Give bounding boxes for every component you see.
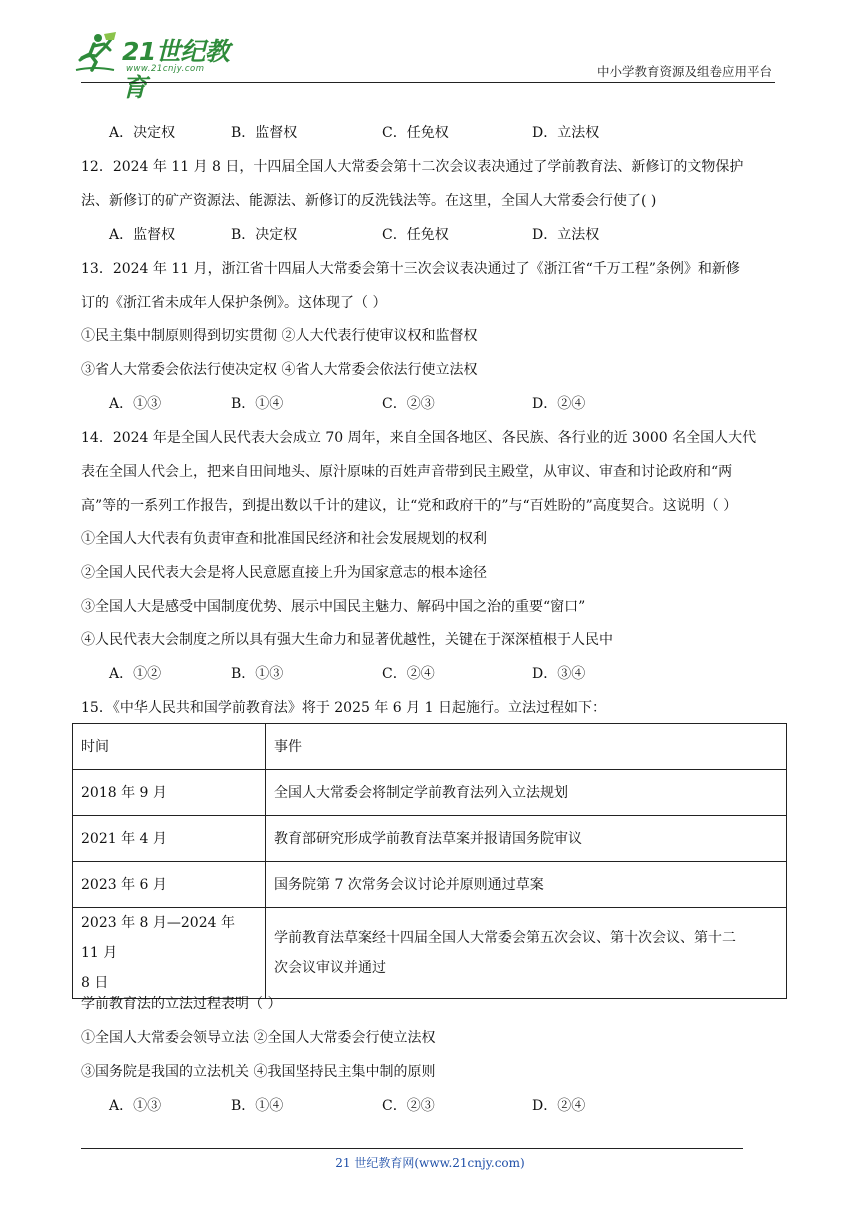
q13-statement-1-2: ①民主集中制原则得到切实贯彻 ②人大代表行使审议权和监督权: [81, 328, 478, 344]
option-a[interactable]: A．①③: [109, 396, 162, 412]
q13-stem-line2: 订的《浙江省未成年人保护条例》。这体现了（ ）: [81, 295, 387, 311]
table-row: [73, 862, 787, 908]
option-c[interactable]: C．②④: [382, 666, 435, 682]
time-line-2: 8 日: [81, 975, 109, 991]
q14-statement-1: ①全国人大代表有负责审查和批准国民经济和社会发展规划的权利: [81, 531, 487, 547]
option-a[interactable]: A．①②: [109, 666, 162, 682]
table-cell-event: 全国人大常委会将制定学前教育法列入立法规划: [266, 770, 787, 816]
option-b[interactable]: B．监督权: [231, 125, 298, 141]
option-d[interactable]: D．立法权: [532, 227, 600, 243]
option-c[interactable]: C．②③: [382, 1098, 435, 1114]
option-d[interactable]: D．③④: [532, 666, 586, 682]
option-d[interactable]: D．②④: [532, 396, 586, 412]
table-cell-time: 2018 年 9 月: [73, 770, 266, 816]
platform-title: 中小学教育资源及组卷应用平台: [596, 64, 772, 79]
table-cell-time: [73, 908, 266, 999]
table-header-time: 时间: [73, 724, 266, 770]
logo-url: www.21cnjy.com: [126, 64, 205, 74]
footer-divider: [81, 1148, 743, 1149]
option-a[interactable]: A．决定权: [109, 125, 176, 141]
table-cell-time: 2021 年 4 月: [73, 816, 266, 862]
q12-stem-line2: 法、新修订的矿产资源法、能源法、新修订的反洗钱法等。在这里，全国人大常委会行使了( ): [81, 193, 657, 209]
q14-stem-line2: 表在全国人代会上，把来自田间地头、原汁原味的百姓声音带到民主殿堂，从审议、审查和讨论政府和“两: [81, 464, 733, 480]
footer-link[interactable]: 21 世纪教育网(www.21cnjy.com): [335, 1156, 525, 1170]
q12-stem-line1: 12．2024 年 11 月 8 日，十四届全国人大常委会第十二次会议表决通过了学前教育法、新修订的文物保护: [81, 159, 744, 175]
table-cell-event: 教育部研究形成学前教育法草案并报请国务院审议: [266, 816, 787, 862]
option-a[interactable]: A．监督权: [109, 227, 176, 243]
table-row: [73, 908, 787, 999]
table-cell-event: [266, 908, 787, 999]
table-header-event: 事件: [266, 724, 787, 770]
q15-statement-3-4: ③国务院是我国的立法机关 ④我国坚持民主集中制的原则: [81, 1064, 436, 1080]
legislation-timeline-table: [72, 723, 787, 999]
option-b[interactable]: B．①④: [231, 1098, 284, 1114]
option-c[interactable]: C．任免权: [382, 227, 449, 243]
event-line-1: 学前教育法草案经十四届全国人大常委会第五次会议、第十次会议、第十二: [274, 930, 736, 946]
time-line-1: 2023 年 8 月—2024 年 11 月: [81, 915, 235, 961]
page-header: [0, 0, 860, 102]
runner-logo-icon: [74, 30, 120, 76]
option-a[interactable]: A．①③: [109, 1098, 162, 1114]
q14-statement-3: ③全国人大是感受中国制度优势、展示中国民主魅力、解码中国之治的重要“窗口”: [81, 599, 586, 615]
q14-stem-line1: 14．2024 年是全国人民代表大会成立 70 周年，来自全国各地区、各民族、各行业的近 3000 名全国人大代: [81, 430, 757, 446]
table-cell-time: 2023 年 6 月: [73, 862, 266, 908]
q15-intro: 15．《中华人民共和国学前教育法》将于 2025 年 6 月 1 日起施行。立法过程如下：: [81, 700, 606, 716]
option-d[interactable]: D．立法权: [532, 125, 600, 141]
table-row: [73, 770, 787, 816]
header-divider: [81, 82, 775, 83]
option-c[interactable]: C．②③: [382, 396, 435, 412]
table-header-row: [73, 724, 787, 770]
q13-stem-line1: 13．2024 年 11 月，浙江省十四届人大常委会第十三次会议表决通过了《浙江省“千万工程”条例》和新修: [81, 261, 740, 277]
q15-stem: 学前教育法的立法过程表明（ ）: [81, 996, 282, 1012]
q13-statement-3-4: ③省人大常委会依法行使决定权 ④省人大常委会依法行使立法权: [81, 362, 478, 378]
option-b[interactable]: B．决定权: [231, 227, 298, 243]
option-d[interactable]: D．②④: [532, 1098, 586, 1114]
event-line-2: 次会议审议并通过: [274, 960, 386, 976]
site-logo[interactable]: [74, 30, 244, 102]
table-cell-event: 国务院第 7 次常务会议讨论并原则通过草案: [266, 862, 787, 908]
table-row: [73, 816, 787, 862]
option-c[interactable]: C．任免权: [382, 125, 449, 141]
logo-text: 21世纪教育: [122, 37, 230, 102]
q14-statement-2: ②全国人民代表大会是将人民意愿直接上升为国家意志的根本途径: [81, 565, 487, 581]
q14-statement-4: ④人民代表大会制度之所以具有强大生命力和显著优越性，关键在于深深植根于人民中: [81, 632, 613, 648]
q15-statement-1-2: ①全国人大常委会领导立法 ②全国人大常委会行使立法权: [81, 1030, 436, 1046]
option-b[interactable]: B．①③: [231, 666, 284, 682]
option-b[interactable]: B．①④: [231, 396, 284, 412]
q14-stem-line3: 高”等的一系列工作报告，到提出数以千计的建议，让“党和政府干的”与“百姓盼的”高度契合。这说明（ ）: [81, 498, 738, 514]
